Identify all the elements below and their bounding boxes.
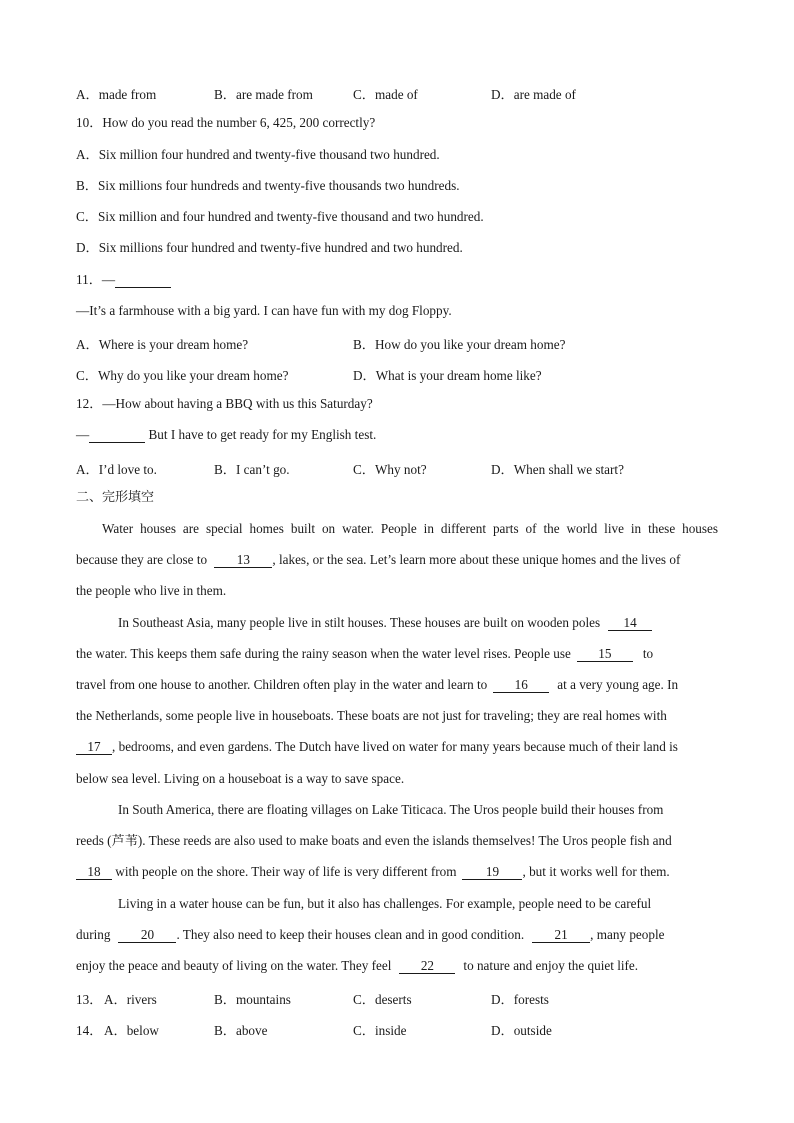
q13-number: 13． bbox=[76, 992, 103, 1007]
q13-option-c: C．deserts bbox=[353, 992, 412, 1007]
p3-line3 bbox=[76, 864, 670, 880]
q11-stem bbox=[76, 272, 171, 288]
p1-line1 bbox=[76, 521, 718, 537]
q11-response: —It’s a farmhouse with a big yard. I can have fun with my dog Floppy. bbox=[76, 303, 452, 318]
blank-14[interactable]: 14 bbox=[608, 616, 652, 631]
q9-option-b: B．are made from bbox=[214, 87, 313, 102]
q12-answer-blank[interactable] bbox=[89, 428, 145, 443]
p2-line5-text: , bedrooms, and even gardens. The Dutch have lived on water for many years because much of their land is bbox=[112, 739, 678, 754]
q12-option-d: D．When shall we start? bbox=[491, 462, 624, 477]
q13-option-b: B．mountains bbox=[214, 992, 291, 1007]
q10-stem: 10．How do you read the number 6, 425, 200 correctly? bbox=[76, 115, 376, 130]
q10-option-b: B．Six millions four hundreds and twenty-five thousands two hundreds. bbox=[76, 178, 460, 193]
q13-option-a: A．rivers bbox=[104, 992, 157, 1007]
q9-option-a: A．made from bbox=[76, 87, 157, 102]
p4-line3 bbox=[76, 958, 638, 974]
p1-line2 bbox=[76, 552, 680, 568]
q11-option-b: B．How do you like your dream home? bbox=[353, 337, 566, 352]
p4-line2 bbox=[76, 927, 664, 943]
q10-option-d: D．Six millions four hundred and twenty-five hundred and two hundred. bbox=[76, 240, 463, 255]
blank-15[interactable]: 15 bbox=[577, 647, 633, 662]
p1-line1-text: Water houses are special homes built on water. People in different parts of the world live in these houses bbox=[102, 521, 718, 536]
p4-line3-text-a: enjoy the peace and beauty of living on the water. They feel bbox=[76, 958, 392, 973]
q14-option-c: C．inside bbox=[353, 1023, 407, 1038]
q11-option-d: D．What is your dream home like? bbox=[353, 368, 542, 383]
q9-option-d: D．are made of bbox=[491, 87, 576, 102]
q11-answer-blank[interactable] bbox=[115, 273, 171, 288]
p4-line2-text-c: , many people bbox=[590, 927, 665, 942]
q9-option-c: C．made of bbox=[353, 87, 418, 102]
q10-option-c: C．Six million and four hundred and twenty-five thousand and two hundred. bbox=[76, 209, 484, 224]
blank-22[interactable]: 22 bbox=[399, 959, 455, 974]
q14-option-b: B．above bbox=[214, 1023, 268, 1038]
blank-18[interactable]: 18 bbox=[76, 865, 112, 880]
q12-option-c: C．Why not? bbox=[353, 462, 427, 477]
q12-option-b: B．I can’t go. bbox=[214, 462, 290, 477]
q10-option-a: A．Six million four hundred and twenty-five thousand two hundred. bbox=[76, 147, 440, 162]
p3-line3-text-a: with people on the shore. Their way of life is very different from bbox=[112, 864, 457, 879]
q12-option-a: A．I’d love to. bbox=[76, 462, 157, 477]
p4-line3-text-b: to nature and enjoy the quiet life. bbox=[463, 958, 639, 973]
p4-line2-text-b: . They also need to keep their houses clean and in good condition. bbox=[176, 927, 525, 942]
p2-line3-text-a: travel from one house to another. Children often play in the water and learn to bbox=[76, 677, 488, 692]
p2-line3-text-b: at a very young age. In bbox=[557, 677, 679, 692]
blank-20[interactable]: 20 bbox=[118, 928, 176, 943]
q14-number: 14． bbox=[76, 1023, 103, 1038]
p2-line2 bbox=[76, 646, 653, 662]
p2-line2-text-a: the water. This keeps them safe during the rainy season when the water level rises. People use bbox=[76, 646, 571, 661]
p2-line1-text: In Southeast Asia, many people live in stilt houses. These houses are built on wooden poles bbox=[118, 615, 601, 630]
p2-line1 bbox=[118, 615, 652, 631]
q14-option-a: A．below bbox=[104, 1023, 159, 1038]
p3-line3-text-b: , but it works well for them. bbox=[522, 864, 670, 879]
q13-option-d: D．forests bbox=[491, 992, 549, 1007]
q11-option-a: A．Where is your dream home? bbox=[76, 337, 249, 352]
p1-line3: the people who live in them. bbox=[76, 583, 227, 598]
blank-16[interactable]: 16 bbox=[493, 678, 549, 693]
p1-line2-text-b: , lakes, or the sea. Let’s learn more about these unique homes and the lives of bbox=[272, 552, 681, 567]
blank-17[interactable]: 17 bbox=[76, 740, 112, 755]
p1-line2-text-a: because they are close to bbox=[76, 552, 211, 567]
q11-stem-text: 11．— bbox=[76, 272, 116, 287]
q12-response bbox=[76, 427, 376, 443]
p2-line2-text-b: to bbox=[642, 646, 654, 661]
blank-21[interactable]: 21 bbox=[532, 928, 590, 943]
q14-option-d: D．outside bbox=[491, 1023, 552, 1038]
p3-line1: In South America, there are floating villages on Lake Titicaca. The Uros people build their houses from bbox=[118, 802, 664, 817]
q12-stem: 12．—How about having a BBQ with us this Saturday? bbox=[76, 396, 373, 411]
p2-line4: the Netherlands, some people live in houseboats. These boats are not just for traveling; they are real homes with bbox=[76, 708, 667, 723]
section-heading: 二、完形填空 bbox=[76, 490, 155, 505]
p3-line2: reeds (芦苇). These reeds are also used to make boats and even the islands themselves! The Uros people fish and bbox=[76, 833, 672, 848]
p4-line1: Living in a water house can be fun, but it also has challenges. For example, people need to be careful bbox=[118, 896, 652, 911]
p2-line5 bbox=[76, 739, 678, 755]
p4-line2-text-a: during bbox=[76, 927, 111, 942]
blank-19[interactable]: 19 bbox=[462, 865, 522, 880]
p2-line6: below sea level. Living on a houseboat is a way to save space. bbox=[76, 771, 405, 786]
q12-response-prefix: — bbox=[76, 427, 90, 442]
p2-line3 bbox=[76, 677, 678, 693]
q11-option-c: C．Why do you like your dream home? bbox=[76, 368, 289, 383]
blank-13[interactable]: 13 bbox=[214, 553, 272, 568]
q12-response-suffix: But I have to get ready for my English test. bbox=[145, 427, 377, 442]
